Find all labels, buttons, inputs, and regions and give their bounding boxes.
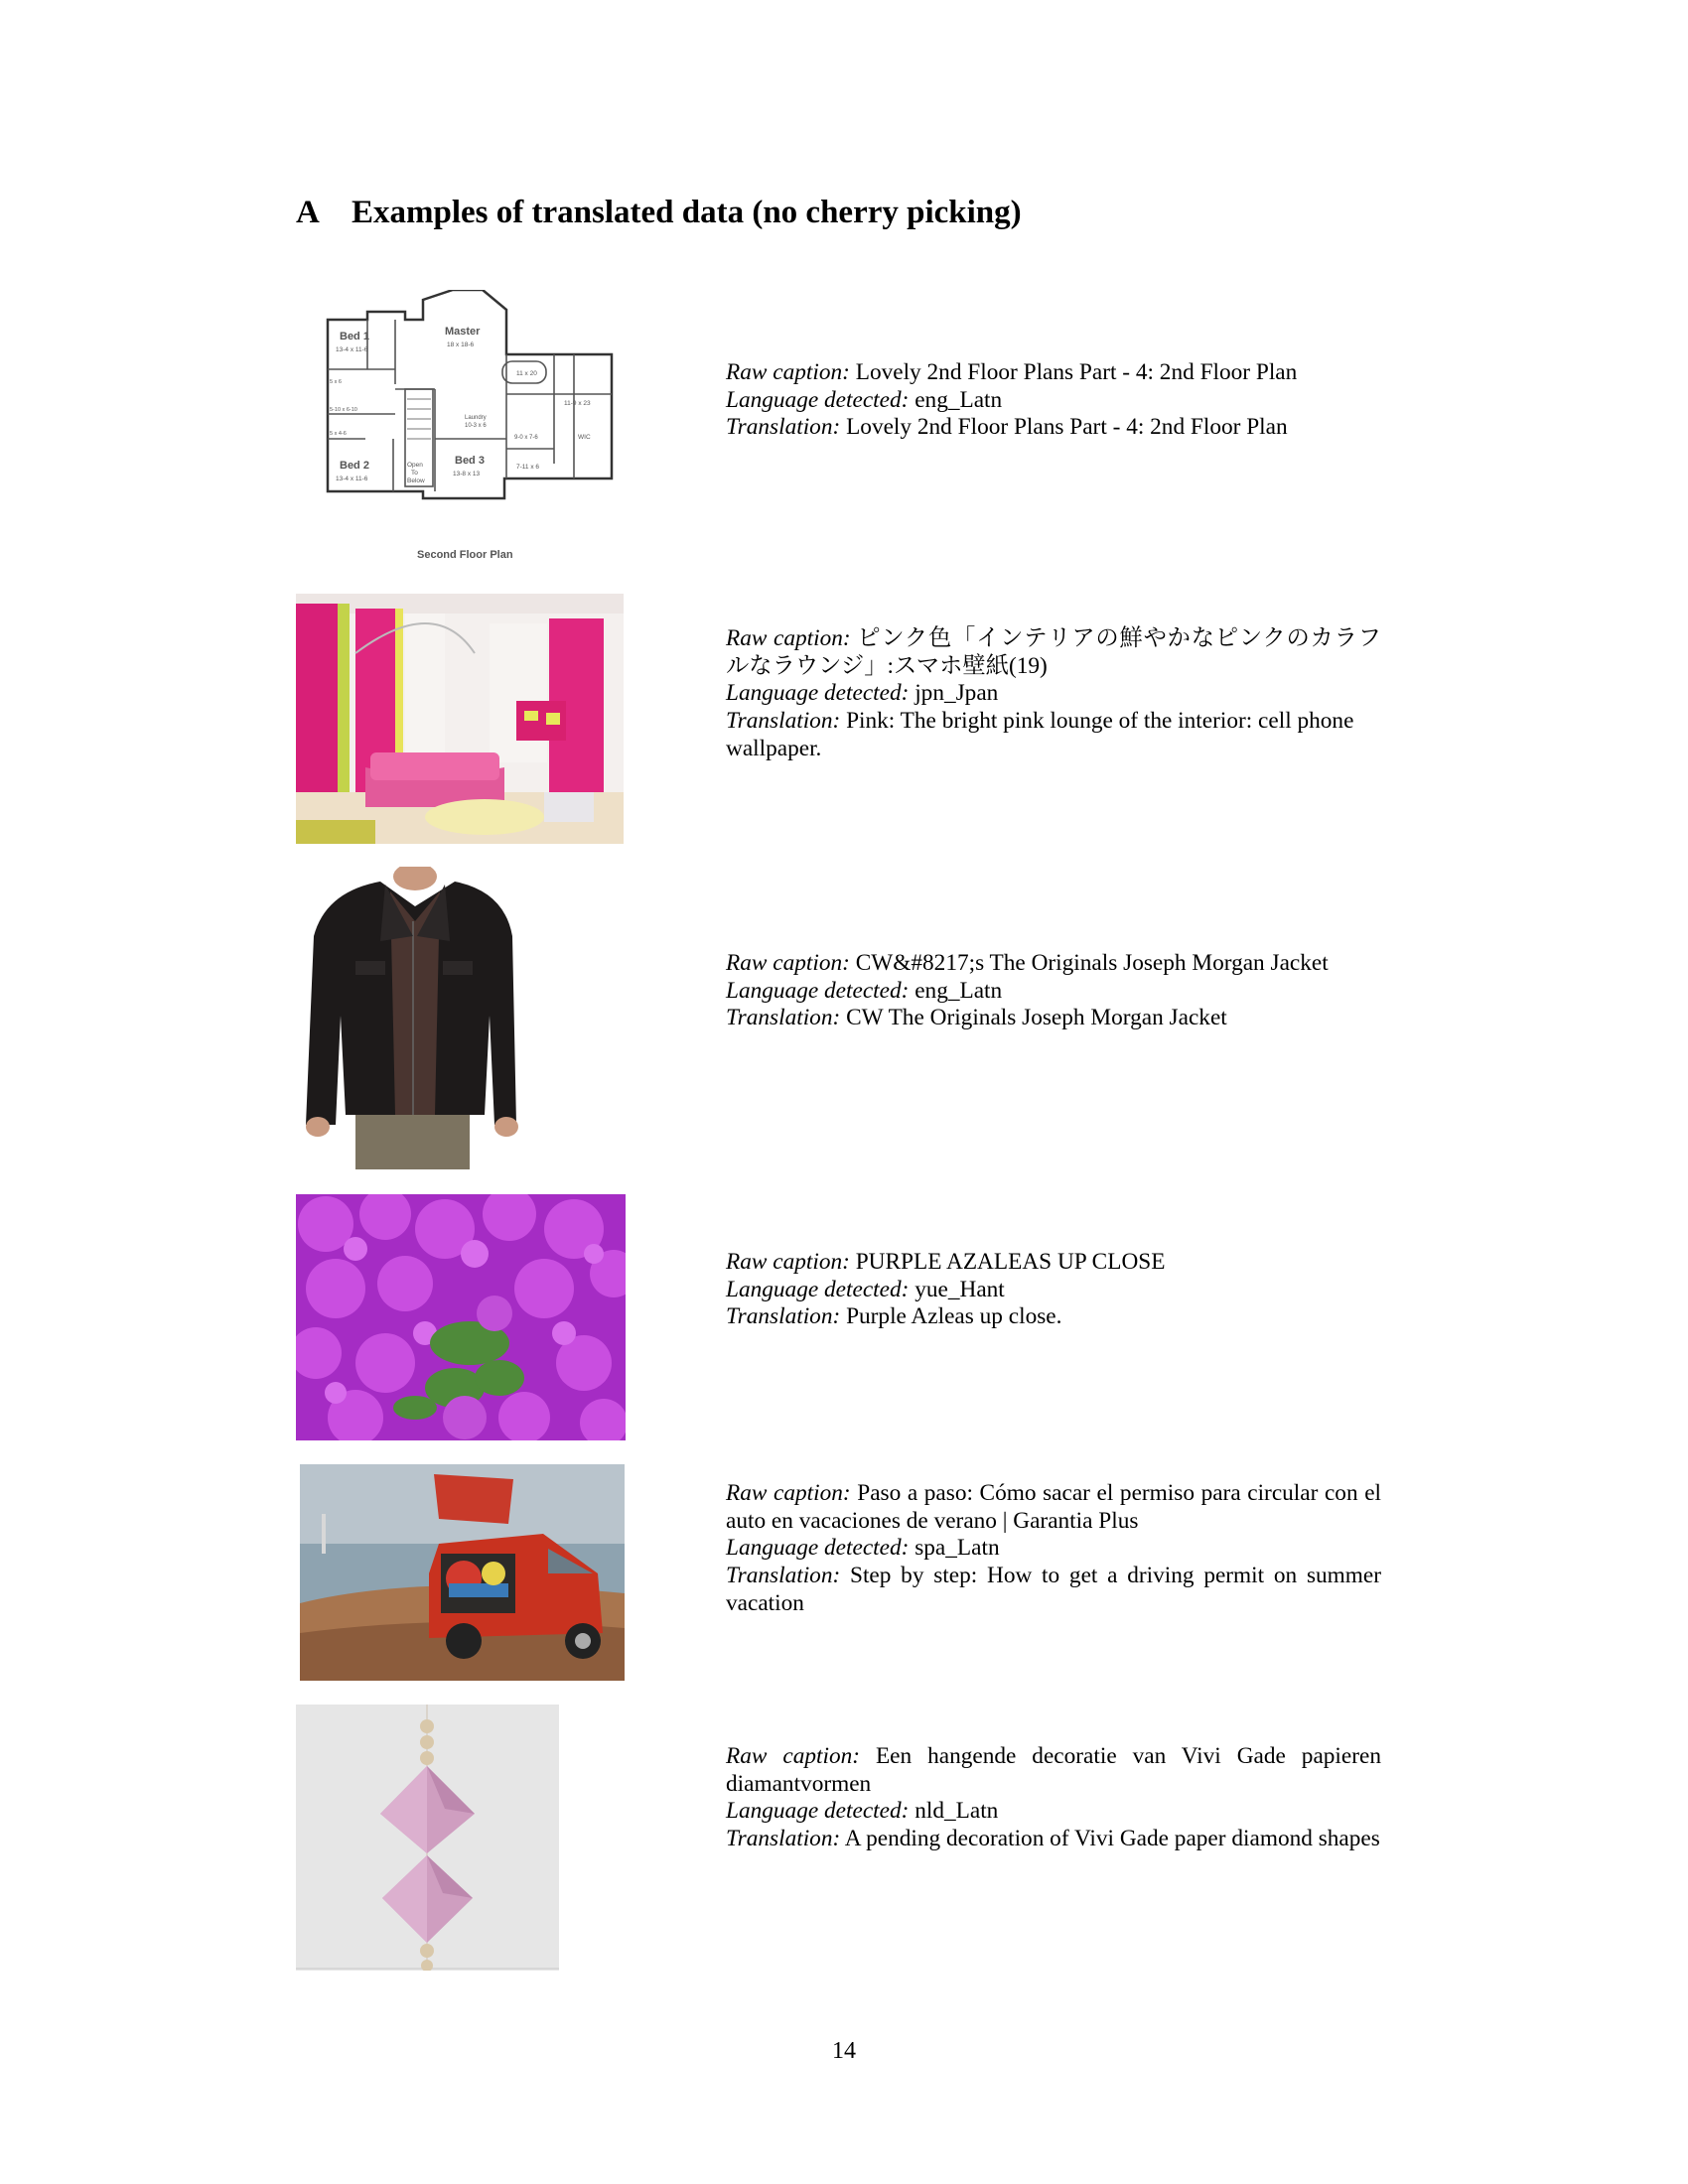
pink-lounge-image: [296, 594, 624, 844]
raw-caption-text: Een hangende decoratie van Vivi Gade papieren diamantvormen: [726, 1743, 1381, 1797]
raw-caption-label: Raw caption:: [726, 1480, 851, 1506]
language-line: [726, 387, 1381, 415]
example-2-caption: [726, 625, 1381, 763]
language-label: Language detected:: [726, 1276, 910, 1302]
raw-caption-line: [726, 1743, 1381, 1798]
raw-caption-label: Raw caption:: [726, 625, 851, 651]
red-car-image: [300, 1464, 625, 1681]
translation-line: [726, 1005, 1381, 1032]
plan-small-dim: 7-11 x 6: [516, 464, 540, 471]
translation-text: Purple Azleas up close.: [846, 1303, 1062, 1330]
raw-caption-line: [726, 359, 1381, 387]
language-line: [726, 1277, 1381, 1304]
language-label: Language detected:: [726, 680, 910, 707]
language-label: Language detected:: [726, 977, 910, 1004]
raw-caption-label: Raw caption:: [726, 950, 850, 976]
translation-text: CW The Originals Joseph Morgan Jacket: [846, 1005, 1227, 1031]
language-line: [726, 1535, 1381, 1563]
translation-label: Translation:: [726, 1005, 841, 1031]
raw-caption-line: [726, 1480, 1381, 1535]
translation-label: Translation:: [726, 414, 841, 441]
plan-bed2-label: Bed 2: [340, 460, 369, 472]
translation-label: Translation:: [726, 1563, 841, 1589]
example-4-caption: [726, 1249, 1381, 1331]
language-code: eng_Latn: [914, 386, 1003, 413]
translation-label: Translation:: [726, 708, 841, 735]
plan-wic-label: WIC: [578, 434, 591, 441]
translation-text: Lovely 2nd Floor Plans Part - 4: 2nd Floor Plan: [846, 414, 1288, 441]
plan-to-label: To: [411, 470, 418, 477]
language-code: nld_Latn: [914, 1798, 999, 1825]
plan-master-label: Master: [445, 326, 481, 338]
plan-closet-dim: 11 x 20: [516, 370, 537, 377]
example-5-caption: [726, 1480, 1381, 1618]
language-code: yue_Hant: [914, 1276, 1005, 1302]
raw-caption-line: [726, 1249, 1381, 1277]
plan-below-label: Below: [407, 478, 425, 484]
raw-caption-text: PURPLE AZALEAS UP CLOSE: [855, 1249, 1166, 1275]
plan-hall1-dim: 5 x 6: [330, 379, 342, 385]
language-line: [726, 680, 1381, 708]
section-heading: [296, 195, 1022, 231]
raw-caption-text: Lovely 2nd Floor Plans Part - 4: 2nd Floor Plan: [855, 359, 1298, 385]
language-line: [726, 978, 1381, 1006]
language-code: jpn_Jpan: [914, 680, 999, 707]
plan-master-dim: 18 x 18-6: [447, 341, 475, 348]
paper-diamond-image: [296, 1705, 559, 1971]
translation-line: [726, 1826, 1381, 1853]
plan-caption: Second Floor Plan: [417, 549, 513, 561]
language-code: spa_Latn: [914, 1535, 1000, 1562]
plan-bed1-dim: 13-4 x 11-6: [336, 346, 368, 353]
language-label: Language detected:: [726, 386, 910, 413]
plan-laundry-label: Laundry: [465, 415, 487, 421]
translation-line: [726, 1563, 1381, 1617]
leather-jacket-image: [296, 867, 526, 1169]
plan-laundry-dim: 10-3 x 6: [465, 423, 487, 429]
section-number: A: [296, 195, 320, 230]
plan-bed1-label: Bed 1: [340, 331, 369, 342]
plan-hall2-dim: 5-10 x 6-10: [330, 407, 357, 413]
section-title: Examples of translated data (no cherry picking): [352, 195, 1022, 230]
example-1-caption: [726, 359, 1381, 442]
raw-caption-label: Raw caption:: [726, 1249, 850, 1275]
plan-bath-dim: 9-0 x 7-6: [514, 435, 538, 441]
raw-caption-label: Raw caption:: [726, 359, 850, 385]
plan-wic-dim: 11-9 x 23: [564, 400, 591, 407]
translation-line: [726, 708, 1381, 762]
translation-line: [726, 1303, 1381, 1331]
example-3-caption: [726, 950, 1381, 1032]
translation-label: Translation:: [726, 1826, 841, 1852]
translation-text: Step by step: How to get a driving permit on summer vacation: [726, 1563, 1381, 1616]
plan-open-label: Open: [407, 462, 423, 469]
translation-text: Pink: The bright pink lounge of the interior: cell phone wallpaper.: [726, 708, 1354, 761]
raw-caption-line: [726, 625, 1381, 680]
plan-bed3-label: Bed 3: [455, 455, 485, 467]
plan-hall3-dim: 5 x 4-6: [330, 431, 347, 437]
translation-text: A pending decoration of Vivi Gade paper diamond shapes: [844, 1826, 1380, 1852]
language-label: Language detected:: [726, 1535, 910, 1562]
language-line: [726, 1798, 1381, 1826]
plan-bed2-dim: 13-4 x 11-6: [336, 476, 368, 482]
raw-caption-label: Raw caption:: [726, 1743, 860, 1769]
raw-caption-line: [726, 950, 1381, 978]
translation-label: Translation:: [726, 1303, 841, 1330]
raw-caption-text: Paso a paso: Cómo sacar el permiso para circular con el auto en vacaciones de verano | Garantia Plus: [726, 1480, 1382, 1534]
plan-bed3-dim: 13-8 x 13: [453, 471, 481, 478]
language-code: eng_Latn: [914, 977, 1003, 1004]
translation-line: [726, 414, 1381, 442]
language-label: Language detected:: [726, 1798, 910, 1825]
raw-caption-text: ピンク色「インテリアの鮮やかなピンクのカラフルなラウンジ」:スマホ壁紙(19): [726, 625, 1381, 679]
raw-caption-text: CW&#8217;s The Originals Joseph Morgan Jacket: [855, 950, 1329, 976]
example-6-caption: [726, 1743, 1381, 1853]
floor-plan-image: [296, 290, 624, 568]
page-number: 14: [832, 2038, 856, 2064]
purple-azaleas-image: [296, 1194, 626, 1440]
